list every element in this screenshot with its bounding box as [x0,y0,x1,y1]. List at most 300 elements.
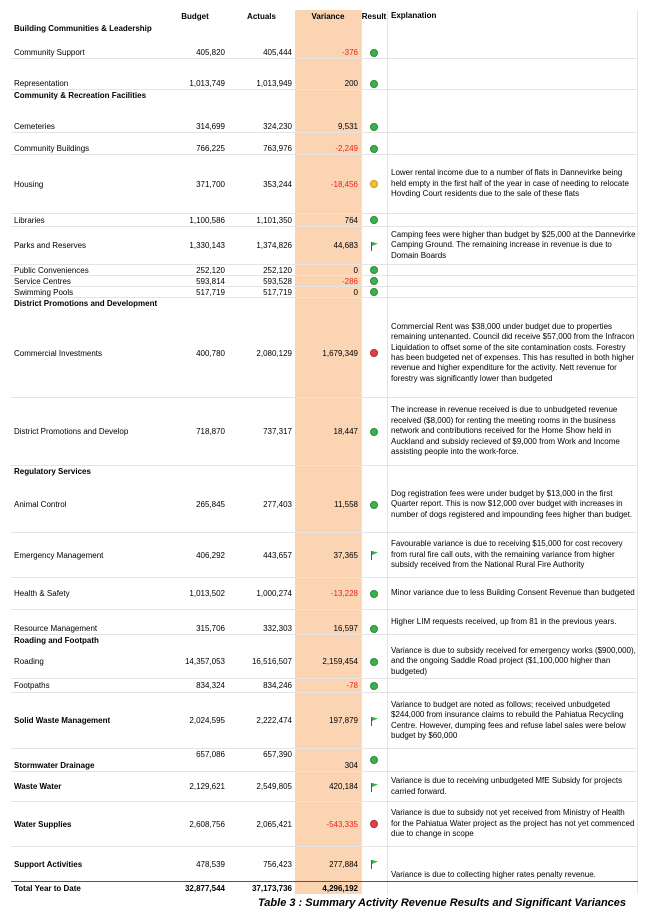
activity-name-cell [14,133,162,154]
table-row [11,214,638,227]
explanation-cell [391,693,636,748]
header-explanation: Explanation [391,11,437,21]
table-row [11,610,638,635]
actuals-value: 763,976 [263,144,292,153]
budget-value: 2,608,756 [189,819,225,829]
variance-value-cell [295,34,361,58]
actuals-value: 332,303 [263,624,292,633]
variance-value: 2,159,454 [322,657,358,666]
explanation-text: Lower rental income due to a number of flats in Dannevirke being held empty in the first half of the year in case of needing to relocate Hovding Court residents due to the sale of these flats [391,168,629,199]
variance-value: -18,456 [330,179,358,189]
explanation-text: Commercial Rent was $38,000 under budget due to properties remaining untenanted. Council did receive $57,000 from the Infracon Liquidation to offset some of the site contamination costs. Forestry has been budgeted net of expenses. This has resulted in both higher revenue and higher expenditure for the activity. Nett revenue for forestry was significantly lower than budgeted [391,321,635,383]
actuals-value: 2,065,421 [256,819,292,829]
activity-name: Footpaths [14,681,50,690]
activity-name: Resource Management [14,624,98,633]
budget-value-cell [162,610,228,634]
section-cell [14,466,314,477]
actuals-value-cell [228,214,295,226]
section-row [11,90,638,100]
budget-value: 1,330,143 [189,241,225,250]
activity-name: Support Activities [14,859,83,869]
explanation-text: Variance is due to subsidy not yet received from Ministry of Health for the Pahiatua Water project as the project has not yet commenced due to change in scope [391,808,635,839]
budget-value: 2,024,595 [189,716,225,725]
explanation-cell [391,214,636,226]
explanation-text: Favourable variance is due to receiving $15,000 for cost recovery from rural fire call outs, with the remaining variance from higher subsidy received from the National Rural Fire Authority [391,539,623,570]
total-row [11,882,638,894]
budget-value: 593,814 [196,276,225,286]
budget-value-cell [162,533,228,577]
table-row [11,227,638,265]
actuals-value-cell [228,265,295,275]
actuals-value-cell [228,610,295,634]
budget-value-cell [162,309,228,397]
variance-value: 197,879 [329,716,358,725]
activity-name-cell [14,802,162,846]
activity-name-cell [14,533,162,577]
explanation-cell [391,227,636,264]
explanation-text: The increase in revenue received is due to unbudgeted revenue received ($8,000) for renting the meeting rooms in the business network and contributions received for the Home Show held in Auckland and subsidy recieved of $9,000 from Work and Income assisting people into the work-force. [391,405,620,457]
table-row [11,578,638,610]
green-status-dot-icon [370,80,378,88]
budget-value: 400,780 [196,348,225,358]
budget-value-cell [162,59,228,89]
variance-value-cell [295,59,361,89]
explanation-cell [391,645,636,678]
actuals-value: 593,528 [263,276,292,286]
result-cell [361,34,387,58]
budget-value-cell [162,847,228,881]
red-status-dot-icon [370,820,378,828]
explanation-text: Variance is due to subsidy received for emergency works ($900,000), and the ongoing Saddle Road project ($1,100,000 higher than budgeted) [391,645,636,676]
result-cell [361,749,387,771]
yellow-status-dot-icon [370,180,378,188]
budget-value: 315,706 [196,624,225,633]
section-row [11,23,638,34]
budget-value-cell [162,265,228,275]
activity-name: Roading [14,657,44,666]
budget-value: 718,870 [196,427,225,436]
budget-value-cell [162,398,228,465]
table-row [11,749,638,772]
explanation-text: Variance to budget are noted as follows; received unbudgeted $244,000 from insurance claims to rebuild the Pahiatua Recycling Centre. However, dumping fees and refuse label sales were below budget by $60,000 [391,699,626,740]
section-row [11,635,638,645]
budget-value-cell [162,287,228,297]
actuals-value-cell [228,133,295,154]
green-flag-icon [369,241,379,251]
actuals-value-cell [228,398,295,465]
result-cell [361,802,387,846]
actuals-value: 353,244 [263,179,292,189]
actuals-value: 517,719 [263,287,292,297]
budget-value-cell [162,645,228,678]
header-row [11,10,638,23]
green-status-dot-icon [370,682,378,690]
variance-value-cell [295,645,361,678]
actuals-value: 16,516,507 [251,657,292,666]
budget-value: 2,129,621 [189,782,225,791]
section-row [11,298,638,309]
table-row [11,693,638,749]
section-heading: Community & Recreation Facilities [14,90,147,100]
budget-value: 14,357,053 [184,657,225,666]
variance-value-cell [295,309,361,397]
total-budget: 32,877,544 [184,883,225,893]
variance-value-cell [295,693,361,748]
actuals-value-cell [228,155,295,213]
budget-value: 371,700 [196,179,225,189]
budget-value: 265,845 [196,500,225,509]
actuals-value-cell [228,749,295,771]
red-status-dot-icon [370,349,378,357]
variance-value-cell [295,772,361,801]
variance-value-cell [295,749,361,771]
activity-name-cell [14,847,162,881]
budget-value-cell [162,155,228,213]
variance-value-cell [295,477,361,532]
table-caption: Table 3 : Summary Activity Revenue Results and Significant Variances [258,897,627,909]
table-row [11,309,638,398]
actuals-value: 2,222,474 [256,716,292,725]
budget-value: 1,100,586 [189,215,225,225]
actuals-value-cell [228,645,295,678]
header-budget: Budget [181,12,209,21]
activity-name: Stormwater Drainage [14,761,95,770]
result-cell [361,610,387,634]
actuals-value-cell [228,847,295,881]
explanation-cell [391,477,636,532]
budget-value: 1,013,502 [189,589,225,598]
actuals-value-cell [228,578,295,609]
table-row [11,59,638,90]
actuals-value-cell [228,227,295,264]
explanation-text: Higher LIM requests received, up from 81 in the previous years. [391,616,617,626]
actuals-value-cell [228,59,295,89]
green-flag-icon [369,859,379,869]
section-cell [14,298,314,309]
explanation-cell [391,287,636,297]
result-cell [361,276,387,286]
activity-name-cell [14,477,162,532]
activity-name: Housing [14,179,44,189]
budget-value: 517,719 [196,287,225,297]
table-row [11,100,638,133]
activity-name: Health & Safety [14,589,70,598]
green-status-dot-icon [370,658,378,666]
budget-value: 405,820 [196,48,225,57]
budget-value: 252,120 [196,265,225,275]
activity-name-cell [14,578,162,609]
explanation-cell [391,265,636,275]
explanation-cell [391,59,636,89]
variance-value-cell [295,276,361,286]
green-status-dot-icon [370,756,378,764]
section-row [11,466,638,477]
explanation-cell [391,100,636,132]
green-status-dot-icon [370,277,378,285]
explanation-cell [391,398,636,465]
activity-name: Solid Waste Management [14,716,111,725]
variance-value-cell [295,287,361,297]
actuals-value-cell [228,533,295,577]
activity-name-cell [14,679,162,692]
actuals-value-cell [228,693,295,748]
explanation-cell [391,679,636,692]
result-cell [361,214,387,226]
variance-value: 11,558 [334,500,358,509]
activity-name: Emergency Management [14,550,104,560]
actuals-value-cell [228,276,295,286]
header-result: Result [361,12,387,21]
explanation-text: Dog registration fees were under budget by $13,000 in the first Quarter report. This is now $12,000 over budget with increases in number of dogs registered and impounding fees higher than budget. [391,488,633,519]
green-status-dot-icon [370,216,378,224]
result-cell [361,265,387,275]
header-actuals: Actuals [247,12,276,21]
green-status-dot-icon [370,590,378,598]
variance-value: 9,531 [337,122,358,131]
result-cell [361,309,387,397]
result-cell [361,477,387,532]
explanation-cell [391,155,636,213]
variance-value: -543,335 [326,819,358,829]
result-cell [361,578,387,609]
table-row [11,287,638,298]
table-row [11,533,638,578]
activity-name-cell [14,693,162,748]
actuals-value: 657,390 [263,750,292,759]
variance-value: -286 [341,276,358,286]
budget-value-cell [162,578,228,609]
activity-name: Cemeteries [14,122,55,131]
section-heading: Roading and Footpath [14,635,99,645]
result-cell [361,772,387,801]
actuals-value: 1,374,826 [256,241,292,250]
actuals-value: 2,080,129 [256,348,292,358]
green-status-dot-icon [370,49,378,57]
table-row [11,276,638,287]
budget-value-cell [162,133,228,154]
actuals-value-cell [228,477,295,532]
variance-value: 44,683 [333,241,358,250]
green-flag-icon [369,550,379,560]
variance-value: 277,884 [329,859,358,869]
explanation-cell [391,610,636,634]
activity-name: Representation [14,79,69,88]
explanation-cell [391,772,636,801]
variance-value: -2,249 [335,144,358,153]
activity-name-cell [14,645,162,678]
explanation-cell [391,133,636,154]
variance-value-cell [295,802,361,846]
budget-value-cell [162,772,228,801]
activity-name: Swimming Pools [14,287,74,297]
budget-value-cell [162,214,228,226]
activity-name: Public Conveniences [14,265,89,275]
budget-value-cell [162,276,228,286]
variance-value-cell [295,133,361,154]
explanation-cell [391,34,636,58]
total-actuals: 37,173,736 [251,883,292,893]
table-row [11,133,638,155]
budget-value: 657,086 [196,750,225,759]
budget-value-cell [162,679,228,692]
variance-value: 18,447 [333,427,358,436]
budget-value-cell [162,802,228,846]
variance-value: 304 [344,761,358,770]
actuals-value-cell [228,34,295,58]
variance-value: 0 [353,265,358,275]
activity-name-cell [14,287,162,297]
variance-value-cell [295,398,361,465]
actuals-value: 1,101,350 [256,215,292,225]
actuals-value: 324,230 [263,122,292,131]
result-cell [361,533,387,577]
activity-name: Libraries [14,215,45,225]
actuals-value-cell [228,100,295,132]
activity-name-cell [14,749,162,771]
table-row [11,477,638,533]
variance-value: 37,365 [333,550,358,560]
variance-value: -78 [346,681,358,690]
explanation-text: Minor variance due to less Building Consent Revenue than budgeted [391,588,635,598]
actuals-value: 1,013,949 [256,79,292,88]
green-status-dot-icon [370,145,378,153]
actuals-value-cell [228,679,295,692]
table-row [11,398,638,466]
result-cell [361,398,387,465]
section-heading: District Promotions and Development [14,299,158,308]
budget-value: 834,324 [196,681,225,690]
variance-value-cell [295,610,361,634]
activity-name: District Promotions and Develop [14,427,129,436]
activity-name-cell [14,214,162,226]
budget-value: 478,539 [196,859,225,869]
actuals-value: 756,423 [263,859,292,869]
result-cell [361,645,387,678]
variance-value: 764 [344,215,358,225]
result-cell [361,227,387,264]
green-status-dot-icon [370,501,378,509]
budget-value-cell [162,477,228,532]
activity-name: Commercial Investments [14,348,103,358]
variance-value-cell [295,155,361,213]
activity-name-cell [14,59,162,89]
budget-value: 406,292 [196,550,225,560]
result-cell [361,155,387,213]
explanation-cell [391,847,636,881]
activity-name: Parks and Reserves [14,241,87,250]
explanation-cell [391,749,636,771]
activity-name: Animal Control [14,500,67,509]
activity-name-cell [14,309,162,397]
variance-value: 1,679,349 [322,348,358,358]
activity-name-cell [14,34,162,58]
budget-value-cell [162,749,228,771]
activity-name-cell [14,276,162,286]
explanation-cell [391,309,636,397]
variance-value-cell [295,533,361,577]
explanation-text: Variance is due to collecting higher rates penalty revenue. [391,869,596,879]
activity-name: Waste Water [14,782,62,791]
explanation-text: Camping fees were higher than budget by $25,000 at the Dannevirke Camping Ground. The remaining increase in revenue is due to Domain Boards [391,229,636,260]
actuals-value-cell [228,287,295,297]
activity-name-cell [14,772,162,801]
variance-value-cell [295,679,361,692]
explanation-cell [391,578,636,609]
total-variance: 4,296,192 [322,883,358,893]
table-row [11,847,638,882]
table-row [11,34,638,59]
variance-value: -376 [341,48,358,57]
actuals-value: 443,657 [263,550,292,560]
green-status-dot-icon [370,625,378,633]
budget-value-cell [162,227,228,264]
variance-value-cell [295,578,361,609]
explanation-text: Variance is due to receiving unbudgeted MfE Subsidy for projects carried forward. [391,776,623,796]
variance-value: 0 [353,287,358,297]
table-row [11,645,638,679]
result-cell [361,59,387,89]
green-status-dot-icon [370,288,378,296]
budget-value: 1,013,749 [189,79,225,88]
variance-value-cell [295,847,361,881]
result-cell [361,847,387,881]
table-row [11,679,638,693]
budget-value: 314,699 [196,122,225,131]
activity-name: Community Buildings [14,144,90,153]
variance-value-cell [295,227,361,264]
activity-name-cell [14,610,162,634]
actuals-value-cell [228,772,295,801]
result-cell [361,133,387,154]
actuals-value-cell [228,309,295,397]
green-status-dot-icon [370,123,378,131]
variance-value-cell [295,100,361,132]
table-row [11,802,638,847]
section-cell [14,23,314,34]
actuals-value: 1,000,274 [256,589,292,598]
result-cell [361,287,387,297]
variance-value-cell [295,214,361,226]
variance-value: -13,228 [330,589,358,598]
actuals-value: 277,403 [263,500,292,509]
activity-name-cell [14,398,162,465]
activity-name-cell [14,100,162,132]
header-variance: Variance [311,12,345,21]
section-cell [14,635,314,645]
budget-value-cell [162,34,228,58]
result-cell [361,693,387,748]
revenue-table [11,10,638,894]
explanation-cell [391,276,636,286]
green-status-dot-icon [370,428,378,436]
actuals-value: 252,120 [263,265,292,275]
activity-name-cell [14,227,162,264]
actuals-value: 737,317 [263,427,292,436]
budget-value-cell [162,100,228,132]
actuals-value: 405,444 [263,48,292,57]
activity-name: Community Support [14,48,85,57]
section-heading: Regulatory Services [14,467,91,476]
green-status-dot-icon [370,266,378,274]
actuals-value: 834,246 [263,681,292,690]
budget-value: 766,225 [196,144,225,153]
variance-value-cell [295,265,361,275]
explanation-cell [391,802,636,846]
green-flag-icon [369,716,379,726]
result-cell [361,100,387,132]
activity-name: Water Supplies [14,819,72,829]
section-heading: Building Communities & Leadership [14,24,152,33]
